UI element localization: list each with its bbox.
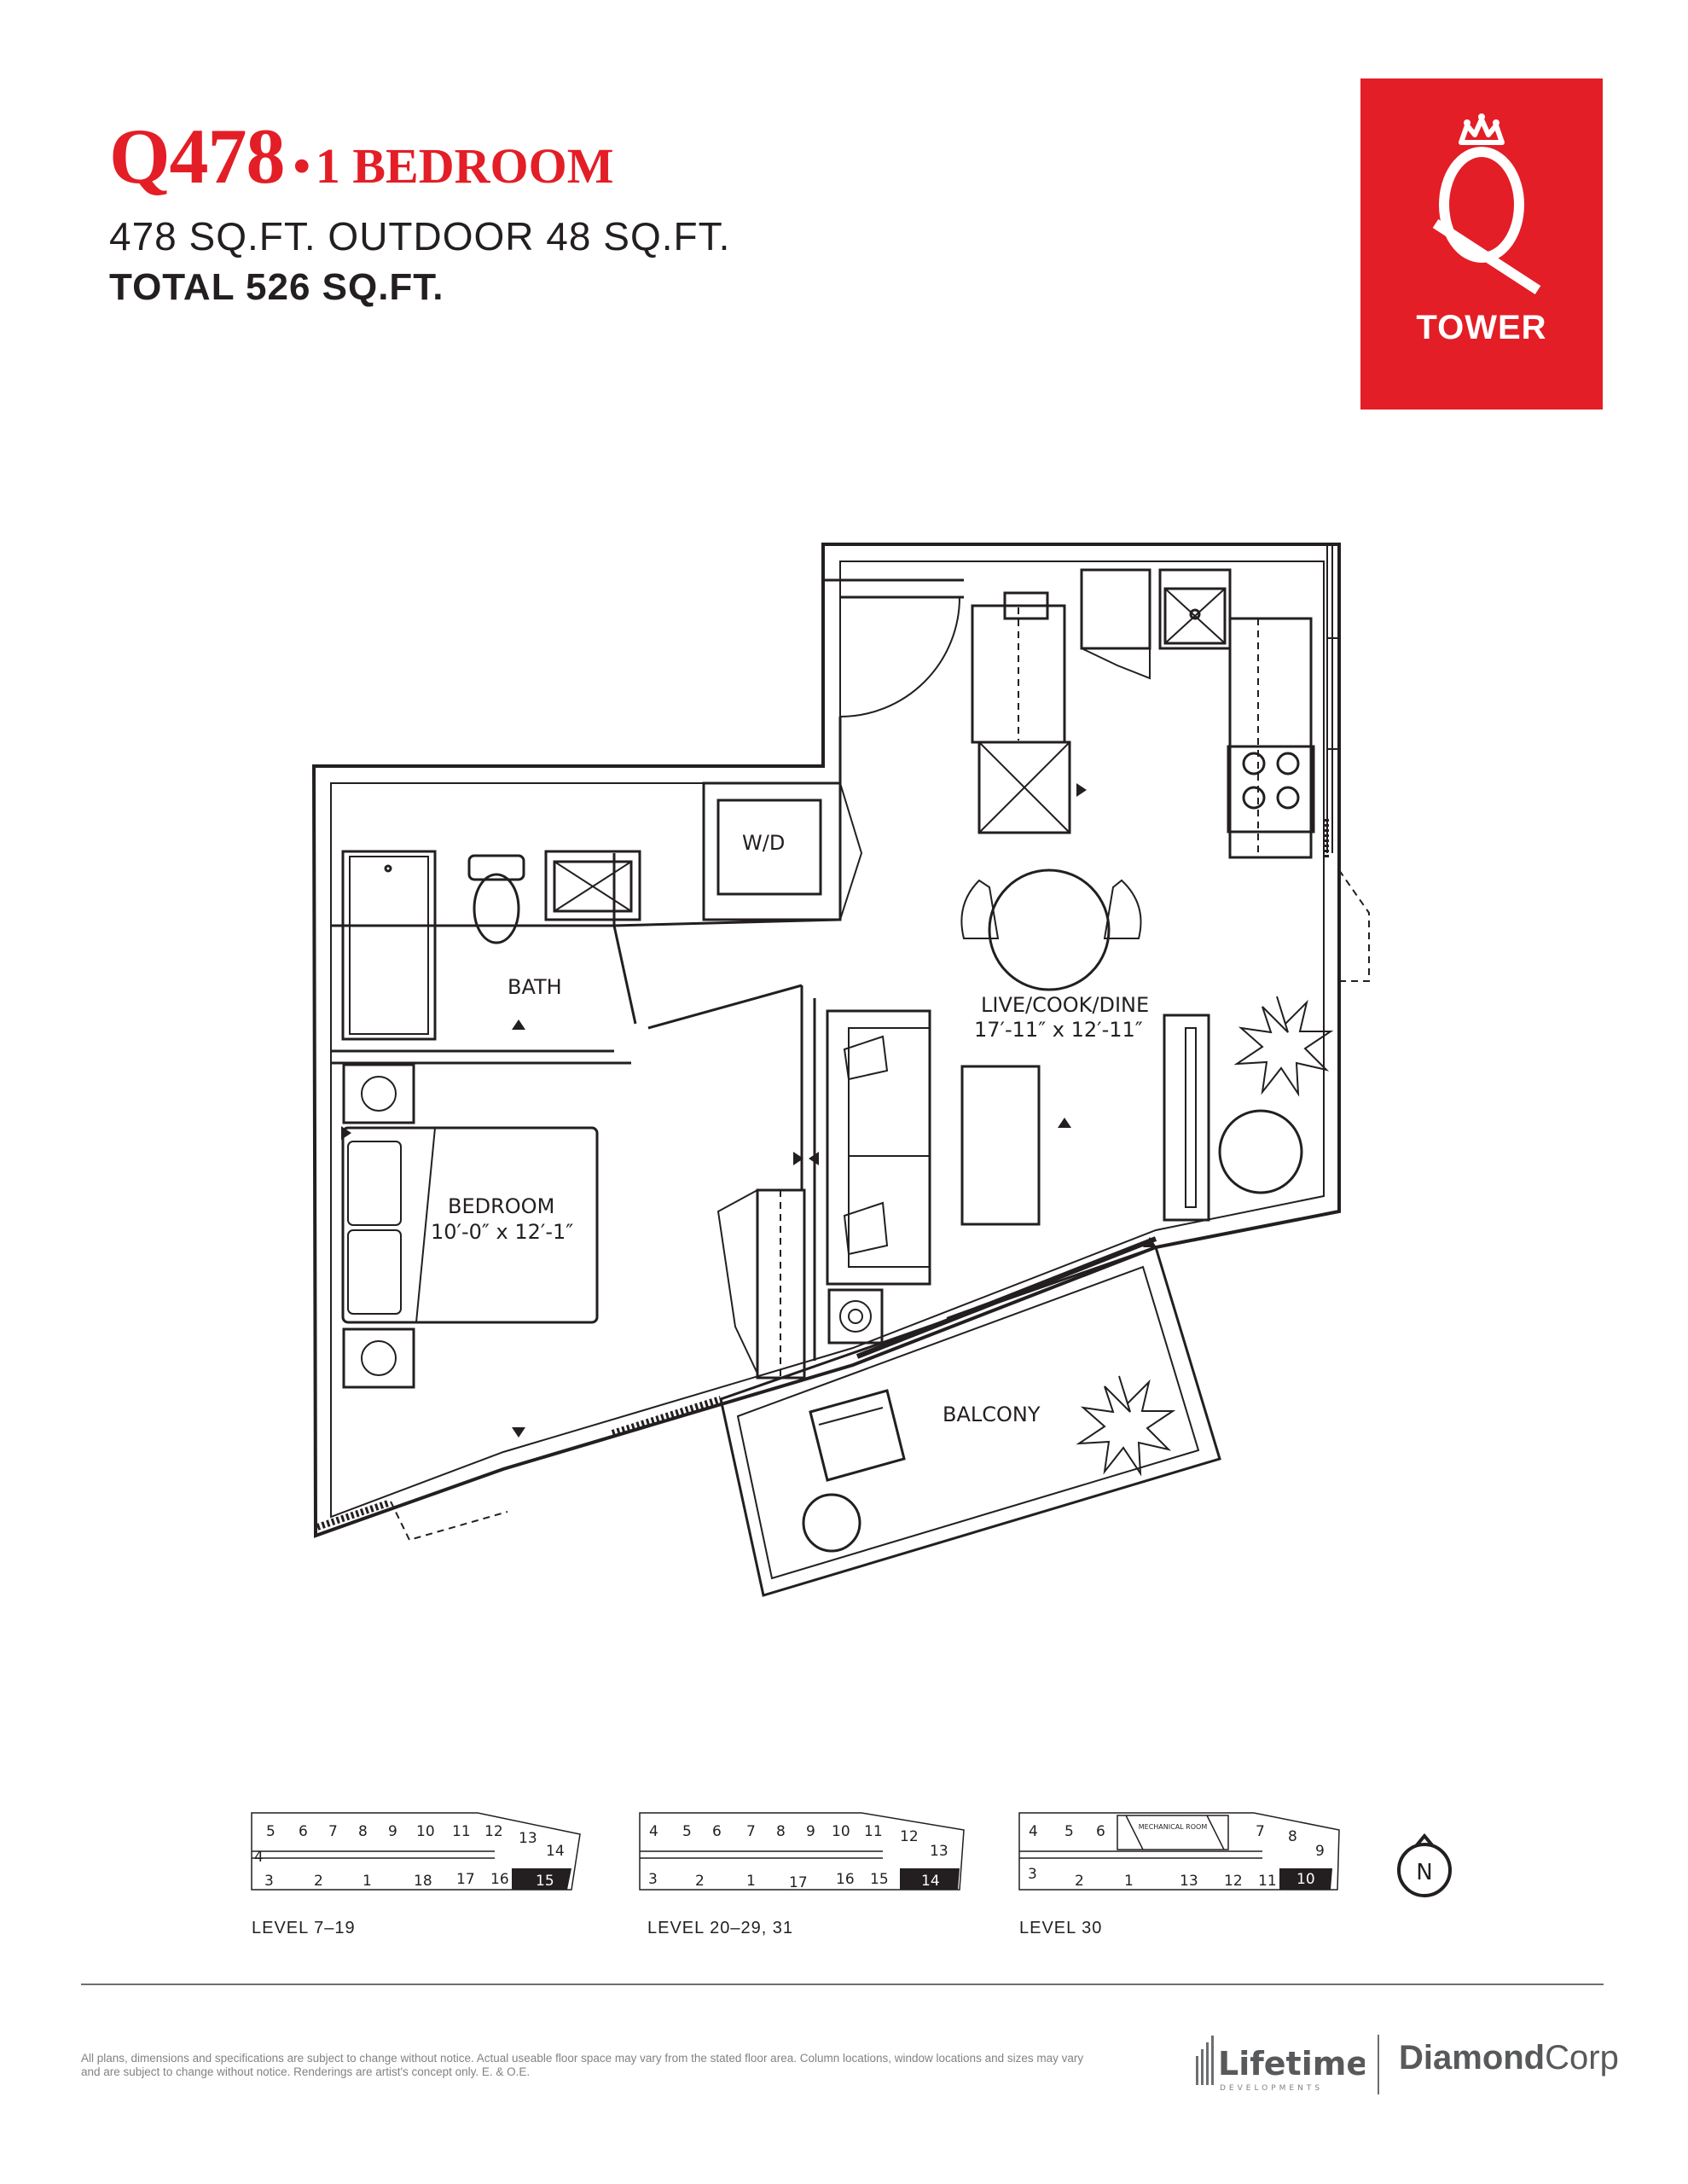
unit: 8 (1288, 1828, 1297, 1845)
unit: 11 (452, 1823, 471, 1840)
title-separator: • (293, 138, 310, 194)
total-area: TOTAL 526 SQ.FT. (109, 266, 444, 308)
unit: 8 (358, 1823, 368, 1840)
laundry-label: W/D (742, 831, 786, 855)
keyplan-level-20-29-31 (635, 1809, 977, 1938)
balcony-label: BALCONY (943, 1403, 1041, 1426)
diamondcorp-logo (1399, 2039, 1619, 2077)
unit: 17 (456, 1871, 475, 1888)
compass-icon (1390, 1833, 1459, 1901)
brand-divider (1378, 2035, 1379, 2094)
north-compass (1390, 1833, 1459, 1905)
unit: 1 (1124, 1873, 1134, 1890)
unit: 1 (363, 1873, 372, 1890)
unit: 9 (1315, 1843, 1325, 1860)
unit: 3 (264, 1873, 274, 1890)
unit: 17 (789, 1874, 808, 1891)
selected-unit: 15 (536, 1873, 554, 1890)
keyplan-label: LEVEL 30 (1019, 1919, 1103, 1937)
unit: 2 (314, 1873, 323, 1890)
unit: 6 (712, 1823, 722, 1840)
bath-label: BATH (508, 975, 562, 999)
unit: 10 (416, 1823, 435, 1840)
unit: 16 (836, 1871, 855, 1888)
living-room-label: LIVE/COOK/DINE (981, 993, 1150, 1017)
keyplan-diagram (635, 1809, 977, 1894)
unit: 18 (414, 1873, 432, 1890)
unit: 11 (1258, 1873, 1277, 1890)
brand2-part2: Corp (1545, 2039, 1619, 2077)
unit: 13 (1180, 1873, 1198, 1890)
unit: 9 (388, 1823, 397, 1840)
footer-divider (81, 1984, 1604, 1985)
keyplan-label: LEVEL 7–19 (252, 1919, 356, 1937)
unit: 12 (1224, 1873, 1243, 1890)
unit: 7 (1256, 1823, 1265, 1840)
selected-unit: 14 (921, 1873, 940, 1890)
brand1-name: Lifetime (1218, 2045, 1365, 2082)
mechanical-room-label: MECHANICAL ROOM (1138, 1823, 1208, 1831)
keyplan-level-30 (1015, 1809, 1356, 1938)
unit: 2 (695, 1873, 705, 1890)
keyplan-diagram (247, 1809, 597, 1894)
q-tower-logo (1360, 78, 1603, 410)
unit: 12 (484, 1823, 503, 1840)
unit: 16 (490, 1871, 509, 1888)
disclaimer: All plans, dimensions and specifications are subject to change without notice. Actual useable floor space may vary from the stated floor area. Column locations, window locations and sizes may vary and are subject to change without notice. Renderings are artist's concept only. E. & O.E. (81, 2052, 1084, 2078)
model-name: Q478 (109, 113, 285, 200)
unit: 5 (682, 1823, 692, 1840)
unit: 2 (1075, 1873, 1084, 1890)
living-room-dimensions: 17′-11″ x 12′-11″ (974, 1018, 1143, 1042)
unit-type: 1 BEDROOM (315, 138, 614, 194)
unit: 3 (1028, 1866, 1037, 1883)
unit: 3 (648, 1871, 658, 1888)
unit: 7 (746, 1823, 756, 1840)
keyplan-label: LEVEL 20–29, 31 (647, 1919, 794, 1937)
logo-text: TOWER (1416, 309, 1547, 346)
unit: 11 (864, 1823, 883, 1840)
unit: 12 (900, 1828, 919, 1845)
unit: 1 (746, 1873, 756, 1890)
unit: 6 (1096, 1823, 1105, 1840)
brand2-part1: Diamond (1399, 2039, 1546, 2077)
keyplan-diagram (1015, 1809, 1356, 1894)
unit: 13 (930, 1843, 948, 1860)
unit: 4 (1029, 1823, 1038, 1840)
unit: 13 (519, 1830, 537, 1847)
crown-q-icon (1360, 78, 1603, 309)
unit: 5 (1064, 1823, 1074, 1840)
lifetime-logo (1194, 2030, 1365, 2103)
selected-unit: 10 (1296, 1871, 1315, 1888)
bedroom-label: BEDROOM (448, 1194, 555, 1218)
unit: 4 (649, 1823, 658, 1840)
unit: 9 (806, 1823, 815, 1840)
unit: 14 (546, 1843, 565, 1860)
unit: 10 (832, 1823, 850, 1840)
unit: 15 (870, 1871, 889, 1888)
unit: 6 (299, 1823, 308, 1840)
unit: 5 (266, 1823, 276, 1840)
bedroom-dimensions: 10′-0″ x 12′-1″ (431, 1220, 574, 1244)
lifetime-mark-icon (1194, 2030, 1365, 2099)
compass-letter: N (1416, 1860, 1433, 1885)
unit-title (109, 111, 614, 201)
floor-plan (281, 537, 1390, 1612)
brand1-sub: DEVELOPMENTS (1220, 2084, 1324, 2093)
area-line: 478 SQ.FT. OUTDOOR 48 SQ.FT. (109, 214, 731, 258)
unit: 8 (776, 1823, 786, 1840)
unit: 4 (254, 1849, 264, 1866)
keyplan-level-7-19 (247, 1809, 597, 1938)
unit: 7 (328, 1823, 338, 1840)
